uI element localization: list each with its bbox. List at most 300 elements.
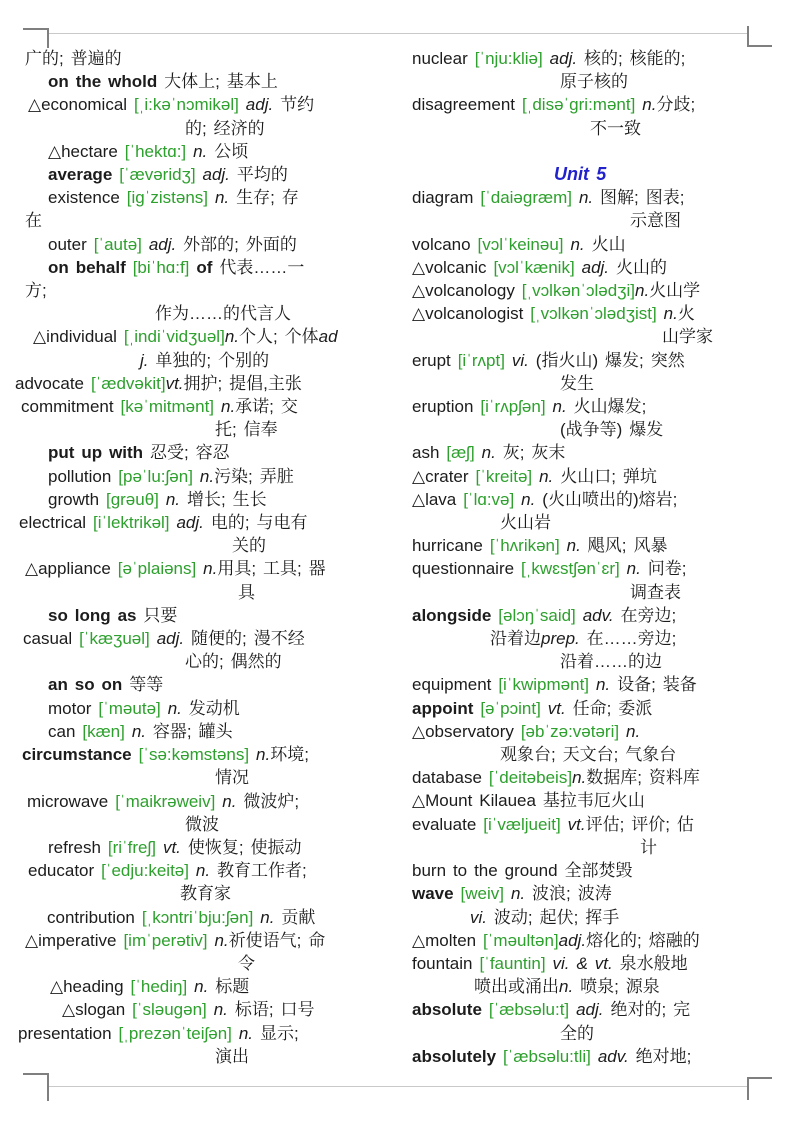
part-of-speech-text: adj.: [148, 234, 177, 254]
vocab-line: [412, 372, 790, 395]
word-text: △volcanology: [412, 281, 522, 301]
word-text: [657, 304, 664, 323]
meaning-text: 随便的; 漫不经: [184, 629, 305, 649]
word-text: [541, 699, 548, 718]
word-text: △molten: [412, 930, 484, 950]
vocab-line: [10, 952, 404, 975]
meaning-text: 具: [238, 582, 255, 602]
word-text: [161, 699, 168, 718]
word-text: presentation: [18, 1023, 119, 1043]
phonetic-text: [iˈrʌpt]: [457, 350, 505, 370]
phonetic-text: [ˌprezənˈteiʃən]: [118, 1023, 232, 1043]
vocab-line: [10, 47, 404, 70]
vocab-line: [412, 163, 790, 186]
vocab-line: [412, 1045, 790, 1068]
phonetic-text: [ˈkæʒuəl]: [79, 629, 150, 649]
vocab-line: [412, 47, 790, 70]
meaning-text: 大体上; 基本上: [157, 72, 278, 92]
vocab-line: [412, 511, 790, 534]
phonetic-text: [ˈhʌrikən]: [489, 536, 560, 556]
word-text: [142, 235, 149, 254]
meaning-text: 令: [238, 953, 255, 973]
vocab-line: [10, 163, 404, 186]
meaning-text: (战争等) 爆发: [560, 420, 664, 440]
meaning-text: 在……旁边;: [579, 629, 684, 649]
word-text-bold: put up with: [48, 443, 144, 463]
word-text: hurricane: [412, 536, 490, 556]
meaning-text: 公顷: [207, 141, 249, 161]
vocab-line: [10, 697, 404, 720]
vocab-line: [10, 790, 404, 813]
phonetic-text: [əlɔŋˈsaid]: [498, 605, 576, 625]
phonetic-text: [ˌkwɛstʃənˈɛr]: [521, 559, 620, 579]
vocab-line: [412, 557, 790, 580]
meaning-text: 使恢复; 使振动: [180, 837, 302, 857]
word-text: △individual: [33, 327, 124, 347]
meaning-text: 问卷;: [640, 559, 694, 579]
word-text-bold: alongside: [412, 605, 492, 625]
phonetic-text: [weiv]: [460, 884, 504, 904]
part-of-speech-text: n.: [634, 281, 650, 301]
part-of-speech-text: j.: [140, 350, 149, 370]
vocab-line: [412, 233, 790, 256]
meaning-text: 广的; 普遍的: [25, 49, 122, 68]
meaning-text: 发动机: [181, 698, 240, 718]
word-text: [589, 675, 596, 694]
word-text: [214, 397, 221, 416]
vocab-line: [10, 302, 404, 325]
word-text-bold: appoint: [412, 698, 474, 718]
crop-mark-top-right: [747, 26, 772, 47]
word-text: [249, 745, 256, 764]
word-text: △slogan: [62, 1000, 133, 1020]
part-of-speech-text: n.: [521, 489, 536, 509]
word-text: [132, 745, 139, 764]
part-of-speech-text: n.: [203, 559, 218, 579]
phonetic-text: [əˈpɔint]: [480, 698, 541, 718]
crop-mark-bottom-right: [747, 1077, 772, 1100]
vocab-line: [412, 256, 790, 279]
word-text: [572, 188, 579, 207]
vocab-line: [10, 627, 404, 650]
word-text: eruption: [412, 397, 481, 417]
vocab-line: [412, 302, 790, 325]
vocab-line: [10, 117, 404, 140]
word-text: △imperative: [25, 930, 124, 950]
meaning-text: 作为……的代言人: [155, 304, 291, 324]
meaning-text: 关的: [232, 536, 266, 556]
word-text: nuclear: [412, 49, 475, 68]
phonetic-text: [ˈməultən]: [483, 930, 559, 950]
vocab-line: [412, 209, 790, 232]
word-text: [619, 722, 626, 741]
meaning-text: 容器; 罐头: [146, 721, 233, 741]
part-of-speech-text: adj.: [576, 1000, 604, 1020]
phonetic-text: [riˈfreʃ]: [107, 837, 157, 857]
vocab-line: [10, 1022, 404, 1045]
meaning-text: 承诺; 交: [235, 397, 298, 417]
word-text: △crater: [412, 466, 476, 486]
meaning-text: 外部的; 外面的: [176, 234, 297, 254]
vocab-line: [412, 395, 790, 418]
unit-heading: Unit 5: [554, 164, 607, 184]
meaning-text: 火山学: [649, 281, 701, 301]
meaning-text: 标题: [208, 977, 250, 997]
vocab-line: [412, 325, 790, 348]
vocab-line: [412, 441, 790, 464]
vocab-line: [10, 604, 404, 627]
meaning-text: 波浪; 波涛: [525, 884, 612, 904]
vocab-line: [10, 720, 404, 743]
word-text: [126, 258, 133, 277]
word-text: electrical: [19, 513, 94, 533]
meaning-text: 等等: [122, 675, 164, 695]
vocab-line: [10, 673, 404, 696]
phonetic-text: [ˈævəridʒ]: [119, 165, 196, 185]
meaning-text: 调查表: [630, 582, 681, 602]
word-text: △Mount Kilauea 基拉韦厄火山: [412, 791, 645, 811]
phonetic-text: [ˈnju:kliə]: [474, 49, 543, 68]
vocab-line: [412, 604, 790, 627]
phonetic-text: [ˈæbsəlu:tli]: [503, 1046, 591, 1066]
word-text: [561, 815, 568, 834]
phonetic-text: [ˌindiˈvidʒuəl]: [123, 327, 225, 347]
phonetic-text: [ˈdeitəbeis]: [488, 768, 573, 788]
part-of-speech-text: adv.: [582, 605, 614, 625]
meaning-text: 分歧;: [656, 95, 703, 115]
part-of-speech-text: n.: [238, 1023, 254, 1043]
vocab-line: [412, 1022, 790, 1045]
meaning-text: 污染; 弄脏: [214, 466, 294, 486]
word-text: △appliance: [25, 559, 118, 579]
meaning-text: 用具; 工具; 器: [217, 559, 326, 579]
word-text: commitment: [21, 397, 121, 417]
part-of-speech-text: vt.: [567, 814, 586, 834]
part-of-speech-text: vt.: [547, 698, 566, 718]
phonetic-text: [ˌvɔlkənˈɔlədʒi]: [521, 281, 635, 301]
vocab-line: [412, 882, 790, 905]
part-of-speech-text: adj.: [156, 629, 185, 649]
phonetic-text: [pəˈlu:ʃən]: [118, 466, 193, 486]
phonetic-text: [ˈməutə]: [98, 698, 161, 718]
meaning-text: 喷出或涌出: [474, 977, 559, 997]
word-text: burn to the ground 全部焚毁: [412, 861, 633, 881]
word-text: fountain: [412, 953, 480, 973]
meaning-text: 拥护; 提倡,主张: [183, 373, 302, 393]
phonetic-text: [ˌkɔntriˈbju:ʃən]: [141, 907, 254, 927]
vocab-line: [412, 813, 790, 836]
meaning-text: 图解; 图表;: [593, 188, 692, 208]
vocab-line: [10, 813, 404, 836]
meaning-text: 祈使语气; 命: [228, 930, 326, 950]
vocab-line: [412, 349, 790, 372]
word-text: [150, 629, 157, 648]
blank-line: [412, 140, 790, 163]
word-text: △lava: [412, 489, 464, 509]
vocab-line: [412, 186, 790, 209]
phonetic-text: [imˈperətiv]: [123, 930, 208, 950]
vocab-line: [412, 859, 790, 882]
meaning-text: 数据库; 资料库: [586, 768, 700, 788]
meaning-text: 评估; 评价; 估: [585, 814, 694, 834]
meaning-text: 沿着边: [490, 629, 541, 649]
phonetic-text: [ˈfauntin]: [479, 953, 546, 973]
meaning-text: 方;: [25, 281, 47, 301]
vocab-line: [412, 720, 790, 743]
vocab-line: [10, 488, 404, 511]
meaning-text: 计: [640, 837, 657, 857]
meaning-text: 贡献: [274, 907, 316, 927]
word-text: growth: [48, 489, 106, 509]
word-text: motor: [48, 698, 99, 718]
part-of-speech-text: n.: [194, 977, 209, 997]
part-of-speech-text: adj.: [558, 930, 587, 950]
vocab-line: [10, 766, 404, 789]
vocab-line: [412, 465, 790, 488]
phonetic-text: [vɔlˈkænik]: [493, 257, 575, 277]
meaning-text: 电的; 与电有: [203, 513, 308, 533]
word-text: can: [48, 721, 83, 741]
meaning-text: 火山的: [609, 257, 667, 277]
phonetic-text: [vɔlˈkeinəu]: [477, 234, 564, 254]
vocab-line: [10, 441, 404, 464]
word-text: [575, 258, 582, 277]
part-of-speech-text: n.: [559, 977, 574, 997]
word-text-bold: average: [48, 165, 113, 185]
part-of-speech-text: n.: [195, 861, 211, 881]
crop-mark-bottom-left: [23, 1073, 49, 1101]
part-of-speech-text: n.: [566, 536, 581, 556]
phonetic-text: [ˌvɔlkənˈɔlədʒist]: [530, 304, 657, 324]
word-text-bold: absolute: [412, 1000, 482, 1020]
part-of-speech-text: n.: [552, 397, 567, 417]
part-of-speech-text: n.: [570, 234, 585, 254]
word-text: [504, 884, 511, 903]
vocab-line: [10, 256, 404, 279]
phonetic-text: [ˈhediŋ]: [130, 977, 188, 997]
vocab-line: [10, 859, 404, 882]
vocab-line: [412, 789, 790, 812]
vocab-line: [10, 93, 404, 116]
vocab-line: [412, 998, 790, 1021]
vocab-line: [10, 557, 404, 580]
phonetic-text: [iˈvæljueit]: [483, 814, 561, 834]
part-of-speech-text: n.: [481, 443, 496, 463]
word-text: existence: [48, 188, 127, 208]
word-text: [482, 1000, 489, 1019]
meaning-text: 飓风; 风暴: [580, 536, 668, 556]
word-text-bold: circumstance: [22, 745, 132, 765]
meaning-text: 示意图: [630, 211, 681, 231]
meaning-text: 绝对地;: [628, 1046, 699, 1066]
meaning-text: 环境;: [270, 745, 316, 765]
vocab-line: [10, 140, 404, 163]
vocab-line: [412, 673, 790, 696]
meaning-text: 在旁边;: [613, 605, 684, 625]
vocab-line: [10, 511, 404, 534]
part-of-speech-text: vi.: [470, 907, 487, 927]
vocab-line: [412, 117, 790, 140]
meaning-text: 忍受; 容忍: [143, 443, 230, 463]
phonetic-text: [ˈdaiəgræm]: [480, 188, 572, 208]
word-text: [560, 536, 567, 555]
word-text: pollution: [48, 466, 119, 486]
part-of-speech-text: adj.: [245, 95, 274, 115]
part-of-speech-text: vt.: [165, 373, 184, 393]
vocab-line: [10, 906, 404, 929]
vocab-line: [412, 952, 790, 975]
meaning-text: 火山口; 弹坑: [553, 466, 657, 486]
meaning-text: 沿着……的边: [560, 652, 662, 672]
meaning-text: 微波炉;: [236, 791, 307, 811]
vocab-line: [10, 209, 404, 232]
word-text: outer: [48, 234, 94, 254]
vocab-line: [412, 70, 790, 93]
vocab-line: [412, 418, 790, 441]
phonetic-text: [biˈhɑ:f]: [132, 257, 190, 277]
phonetic-text: [ˈædvəkit]: [90, 373, 166, 393]
meaning-text: 个人; 个体: [239, 327, 319, 347]
meaning-text: 增长; 生长: [180, 489, 267, 509]
meaning-text: 火: [677, 304, 695, 324]
part-of-speech-text: adj.: [581, 257, 610, 277]
phonetic-text: [iˈrʌpʃən]: [480, 397, 546, 417]
vocab-line: [10, 418, 404, 441]
phonetic-text: [əˈplaiəns]: [117, 559, 197, 579]
meaning-text: 单独的; 个别的: [148, 350, 270, 370]
word-text: [239, 95, 246, 114]
vocab-line: [10, 534, 404, 557]
word-text: diagram: [412, 188, 481, 208]
vocab-line: [412, 279, 790, 302]
crop-mark-top-left: [23, 28, 49, 48]
part-of-speech-text: n.: [626, 721, 641, 741]
word-text: [159, 490, 166, 509]
meaning-text: 灰; 灰末: [495, 443, 566, 463]
part-of-speech-text: ad: [318, 327, 338, 347]
meaning-text: 教育家: [180, 884, 231, 904]
part-of-speech-text: prep.: [541, 629, 580, 649]
word-text: △volcanologist: [412, 304, 531, 324]
word-text: [207, 1000, 214, 1019]
vocab-line: [10, 1045, 404, 1068]
meaning-text: 发生: [560, 373, 594, 393]
meaning-text: 喷泉; 源泉: [573, 977, 660, 997]
part-of-speech-text: n.: [510, 884, 526, 904]
vocab-line: [412, 534, 790, 557]
part-of-speech-text: n.: [213, 1000, 228, 1020]
meaning-text: 标语; 口号: [227, 1000, 315, 1020]
word-text: disagreement: [412, 95, 522, 115]
word-text-bold: an so on: [48, 675, 123, 695]
meaning-text: 显示;: [253, 1023, 306, 1043]
part-of-speech-text: n.: [224, 327, 239, 347]
meaning-text: 火山岩: [500, 513, 551, 533]
part-of-speech-text: n.: [199, 466, 215, 486]
meaning-text: 情况: [215, 768, 249, 788]
part-of-speech-text: vi. & vt.: [552, 953, 613, 973]
meaning-text: 波动; 起伏; 挥手: [487, 907, 620, 927]
phonetic-text: [æʃ]: [446, 443, 475, 463]
vocab-line: [412, 836, 790, 859]
word-text-bold: on the whold: [48, 72, 158, 92]
phonetic-text: [ˈmaikrəweiv]: [115, 791, 216, 811]
part-of-speech-text: n.: [642, 95, 657, 115]
meaning-text: 微波: [185, 814, 219, 834]
text-boundary-rule-bottom: [47, 1086, 747, 1087]
word-text: refresh: [48, 837, 108, 857]
meaning-text: 全的: [560, 1023, 594, 1043]
vocab-line: [412, 627, 790, 650]
vocab-line: [412, 650, 790, 673]
phonetic-text: [iˈkwipmənt]: [498, 675, 590, 695]
vocab-line: [10, 743, 404, 766]
word-text: △heading: [50, 977, 131, 997]
word-text-bold: so long as: [48, 605, 137, 625]
part-of-speech-text: n.: [572, 768, 587, 788]
vocab-line: [10, 70, 404, 93]
vocab-line: [10, 279, 404, 302]
word-text-bold: on behalf: [48, 257, 126, 277]
meaning-text: 演出: [215, 1046, 249, 1066]
vocab-line: [412, 766, 790, 789]
phonetic-text: [grəuθ]: [105, 489, 159, 509]
phonetic-text: [ˈautə]: [93, 234, 142, 254]
word-text: ash: [412, 443, 447, 463]
word-text: evaluate: [412, 814, 484, 834]
word-text: [591, 1047, 598, 1066]
phonetic-text: [kəˈmitmənt]: [120, 397, 215, 417]
part-of-speech-text: n.: [220, 397, 236, 417]
word-text: [546, 954, 553, 973]
part-of-speech-text: adv.: [597, 1046, 629, 1066]
word-text-bold: absolutely: [412, 1046, 497, 1066]
word-text: △economical: [28, 95, 134, 115]
meaning-text: 平均的: [229, 165, 288, 185]
vocab-line: [10, 186, 404, 209]
word-text: [156, 838, 163, 857]
word-text: database: [412, 768, 489, 788]
part-of-speech-text: vt.: [162, 837, 181, 857]
part-of-speech-text: n.: [214, 188, 230, 208]
meaning-text: 泉水般地: [612, 953, 688, 973]
phonetic-text: [iˈlektrikəl]: [93, 513, 170, 533]
part-of-speech-text: n.: [260, 907, 275, 927]
word-text: [193, 467, 200, 486]
word-text: [505, 351, 512, 370]
part-of-speech-text: adj.: [202, 165, 230, 185]
vocab-line: [412, 906, 790, 929]
meaning-text: (指火山) 爆发; 突然: [528, 350, 685, 370]
meaning-text: 在: [25, 211, 42, 231]
meaning-text: 节约: [273, 95, 315, 115]
part-of-speech-text: n.: [165, 489, 181, 509]
word-text: contribution: [47, 907, 142, 927]
part-of-speech-text: n.: [214, 930, 229, 950]
word-text: [454, 884, 461, 903]
word-text: [125, 722, 132, 741]
word-text: [546, 397, 553, 416]
word-text: advocate: [15, 373, 91, 393]
part-of-speech-text: vi.: [511, 350, 529, 370]
part-of-speech-text: adj.: [176, 513, 204, 533]
part-of-speech-text: n.: [193, 141, 208, 161]
meaning-text: 教育工作者;: [210, 861, 314, 881]
vocab-line: [10, 349, 404, 372]
meaning-text: 熔化的; 熔融的: [586, 930, 700, 950]
vocab-line: [412, 581, 790, 604]
meaning-text: 火山: [584, 234, 626, 254]
